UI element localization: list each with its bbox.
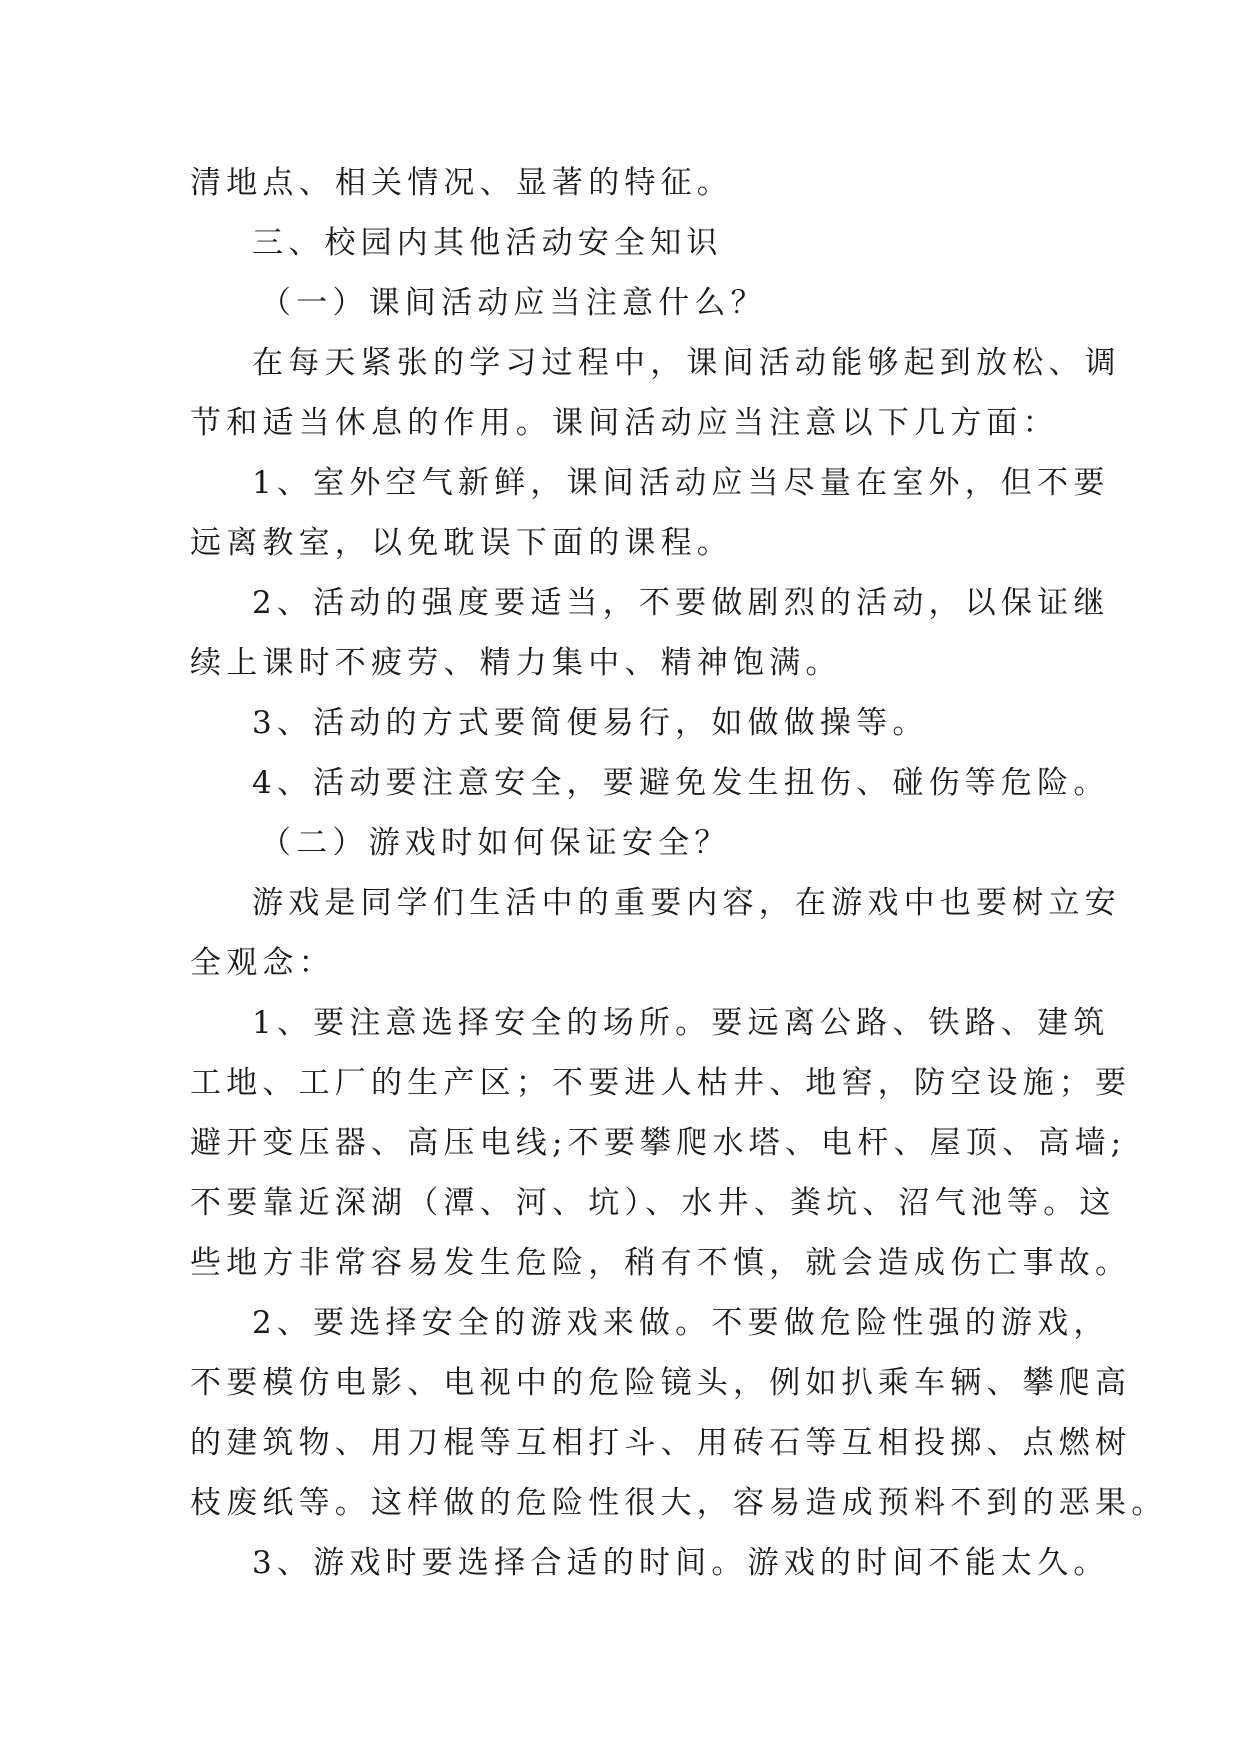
list-item-line: 枝废纸等。这样做的危险性很大，容易造成预料不到的恶果。 <box>190 1485 1168 1521</box>
list-item-line: 3、游戏时要选择合适的时间。游戏的时间不能太久。 <box>252 1545 1110 1581</box>
list-item-line: 2、活动的强度要适当，不要做剧烈的活动，以保证继 <box>252 585 1110 621</box>
list-item-line: 1、室外空气新鲜，课间活动应当尽量在室外，但不要 <box>252 465 1110 501</box>
list-item-line: 的建筑物、用刀棍等互相打斗、用砖石等互相投掷、点燃树 <box>190 1425 1132 1461</box>
list-item-line: 远离教室，以免耽误下面的课程。 <box>190 525 733 561</box>
paragraph-line: 清地点、相关情况、显著的特征。 <box>190 165 733 201</box>
paragraph-line: 在每天紧张的学习过程中，课间活动能够起到放松、调 <box>252 345 1121 381</box>
list-item-line: 不要靠近深湖（潭、河、坑）、水井、粪坑、沼气池等。这 <box>190 1185 1116 1221</box>
list-item-line: 些地方非常容易发生危险，稍有不慎，就会造成伤亡事故。 <box>190 1245 1132 1281</box>
list-item-line: 3、活动的方式要简便易行，如做做操等。 <box>252 705 929 741</box>
paragraph-line: 游戏是同学们生活中的重要内容，在游戏中也要树立安 <box>252 885 1121 921</box>
subsection-heading: （一）课间活动应当注意什么？ <box>260 285 767 321</box>
list-item-line: 1、要注意选择安全的场所。要远离公路、铁路、建筑 <box>252 1005 1110 1041</box>
list-item-line: 4、活动要注意安全，要避免发生扭伤、碰伤等危险。 <box>252 765 1110 801</box>
paragraph-line: 节和适当休息的作用。课间活动应当注意以下几方面： <box>190 405 1059 441</box>
list-item-line: 避开变压器、高压电线;不要攀爬水塔、电杆、屋顶、高墙; <box>190 1125 1127 1161</box>
section-heading: 三、校园内其他活动安全知识 <box>252 225 723 261</box>
list-item-line: 续上课时不疲劳、精力集中、精神饱满。 <box>190 645 842 681</box>
paragraph-line: 全观念： <box>190 945 335 981</box>
list-item-line: 2、要选择安全的游戏来做。不要做危险性强的游戏， <box>252 1305 1110 1341</box>
list-item-line: 不要模仿电影、电视中的危险镜头，例如扒乘车辆、攀爬高 <box>190 1365 1132 1401</box>
subsection-heading: （二）游戏时如何保证安全？ <box>260 825 731 861</box>
list-item-line: 工地、工厂的生产区；不要进人枯井、地窖，防空设施；要 <box>190 1065 1132 1101</box>
